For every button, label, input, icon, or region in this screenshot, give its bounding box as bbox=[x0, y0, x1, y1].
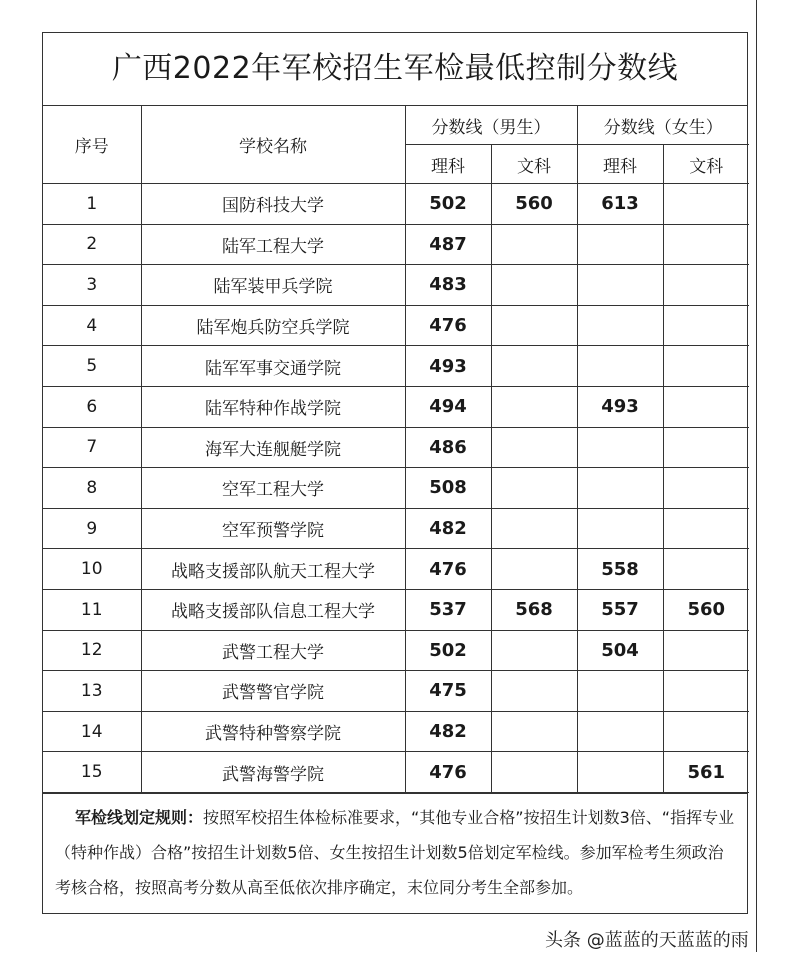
row-male-arts bbox=[491, 671, 577, 712]
row-female-arts bbox=[663, 184, 749, 225]
table-row bbox=[43, 508, 749, 549]
table-row bbox=[43, 386, 749, 427]
row-male-arts bbox=[491, 346, 577, 387]
row-female-arts bbox=[663, 386, 749, 427]
row-female-arts bbox=[663, 427, 749, 468]
row-index: 9 bbox=[43, 508, 141, 549]
rules-label: 军检线划定规则： bbox=[75, 807, 204, 827]
row-female-sci bbox=[577, 346, 663, 387]
row-female-arts bbox=[663, 265, 749, 306]
row-male-sci: 487 bbox=[405, 224, 491, 265]
row-male-sci: 482 bbox=[405, 711, 491, 752]
row-female-arts bbox=[663, 630, 749, 671]
row-male-sci: 476 bbox=[405, 549, 491, 590]
row-female-sci bbox=[577, 752, 663, 793]
row-male-sci: 502 bbox=[405, 630, 491, 671]
row-male-sci: 537 bbox=[405, 589, 491, 630]
row-female-sci bbox=[577, 468, 663, 509]
row-school-name: 陆军军事交通学院 bbox=[141, 346, 405, 387]
header-index: 序号 bbox=[43, 106, 141, 184]
row-index: 7 bbox=[43, 427, 141, 468]
row-school-name: 战略支援部队航天工程大学 bbox=[141, 549, 405, 590]
header-male-group: 分数线（男生） bbox=[405, 106, 577, 145]
row-index: 12 bbox=[43, 630, 141, 671]
row-female-sci bbox=[577, 305, 663, 346]
row-female-arts bbox=[663, 508, 749, 549]
row-school-name: 武警特种警察学院 bbox=[141, 711, 405, 752]
row-female-sci: 504 bbox=[577, 630, 663, 671]
row-school-name: 海军大连舰艇学院 bbox=[141, 427, 405, 468]
table-row bbox=[43, 630, 749, 671]
row-female-sci: 558 bbox=[577, 549, 663, 590]
header-male-arts: 文科 bbox=[491, 145, 577, 184]
table-row bbox=[43, 549, 749, 590]
row-school-name: 战略支援部队信息工程大学 bbox=[141, 589, 405, 630]
rules-text: 按照军校招生体检标准要求，“其他专业合格”按招生计划数3倍、“指挥专业（特种作战）合格”按招生计划数5倍、女生按招生计划数5倍划定军检线。参加军检考生须政治考核合格，按照高考分数从高至低依次排序确定，末位同分考生全部参加。 bbox=[55, 807, 735, 897]
row-male-arts bbox=[491, 468, 577, 509]
row-school-name: 国防科技大学 bbox=[141, 184, 405, 225]
row-female-sci: 613 bbox=[577, 184, 663, 225]
row-male-sci: 508 bbox=[405, 468, 491, 509]
table-row bbox=[43, 752, 749, 793]
row-index: 4 bbox=[43, 305, 141, 346]
table-row bbox=[43, 346, 749, 387]
score-table bbox=[43, 106, 749, 793]
row-male-arts bbox=[491, 265, 577, 306]
table-row bbox=[43, 305, 749, 346]
row-school-name: 陆军工程大学 bbox=[141, 224, 405, 265]
row-female-arts bbox=[663, 468, 749, 509]
row-male-sci: 482 bbox=[405, 508, 491, 549]
table-row bbox=[43, 224, 749, 265]
row-female-sci: 557 bbox=[577, 589, 663, 630]
row-female-sci bbox=[577, 427, 663, 468]
row-female-arts bbox=[663, 346, 749, 387]
row-female-arts: 560 bbox=[663, 589, 749, 630]
row-index: 14 bbox=[43, 711, 141, 752]
table-row bbox=[43, 427, 749, 468]
rules-note bbox=[43, 793, 747, 913]
row-school-name: 空军预警学院 bbox=[141, 508, 405, 549]
row-male-arts bbox=[491, 508, 577, 549]
row-female-arts bbox=[663, 711, 749, 752]
row-index: 6 bbox=[43, 386, 141, 427]
row-school-name: 陆军特种作战学院 bbox=[141, 386, 405, 427]
header-male-sci: 理科 bbox=[405, 145, 491, 184]
table-row bbox=[43, 589, 749, 630]
row-male-arts bbox=[491, 386, 577, 427]
row-female-arts bbox=[663, 305, 749, 346]
row-index: 15 bbox=[43, 752, 141, 793]
row-index: 8 bbox=[43, 468, 141, 509]
row-male-arts bbox=[491, 630, 577, 671]
row-male-arts bbox=[491, 224, 577, 265]
row-male-arts bbox=[491, 711, 577, 752]
row-male-arts bbox=[491, 427, 577, 468]
row-female-arts: 561 bbox=[663, 752, 749, 793]
row-index: 1 bbox=[43, 184, 141, 225]
row-school-name: 武警警官学院 bbox=[141, 671, 405, 712]
row-school-name: 武警海警学院 bbox=[141, 752, 405, 793]
row-male-arts: 560 bbox=[491, 184, 577, 225]
row-female-sci: 493 bbox=[577, 386, 663, 427]
row-female-arts bbox=[663, 224, 749, 265]
row-male-arts: 568 bbox=[491, 589, 577, 630]
row-male-sci: 486 bbox=[405, 427, 491, 468]
row-female-arts bbox=[663, 671, 749, 712]
row-male-sci: 502 bbox=[405, 184, 491, 225]
row-index: 13 bbox=[43, 671, 141, 712]
row-male-sci: 483 bbox=[405, 265, 491, 306]
header-row-1 bbox=[43, 106, 749, 145]
page-title: 广西2022年军校招生军检最低控制分数线 bbox=[43, 33, 747, 106]
row-male-sci: 476 bbox=[405, 752, 491, 793]
table-row bbox=[43, 671, 749, 712]
row-school-name: 空军工程大学 bbox=[141, 468, 405, 509]
table-row bbox=[43, 265, 749, 306]
row-female-sci bbox=[577, 265, 663, 306]
row-male-sci: 476 bbox=[405, 305, 491, 346]
row-male-arts bbox=[491, 305, 577, 346]
row-female-arts bbox=[663, 549, 749, 590]
row-index: 3 bbox=[43, 265, 141, 306]
row-male-sci: 493 bbox=[405, 346, 491, 387]
row-male-sci: 494 bbox=[405, 386, 491, 427]
row-index: 2 bbox=[43, 224, 141, 265]
row-female-sci bbox=[577, 508, 663, 549]
row-male-arts bbox=[491, 549, 577, 590]
header-female-group: 分数线（女生） bbox=[577, 106, 749, 145]
watermark: 头条 @蓝蓝的天蓝蓝的雨 bbox=[545, 930, 749, 951]
row-male-arts bbox=[491, 752, 577, 793]
row-school-name: 武警工程大学 bbox=[141, 630, 405, 671]
table-row bbox=[43, 711, 749, 752]
row-index: 11 bbox=[43, 589, 141, 630]
header-school: 学校名称 bbox=[141, 106, 405, 184]
table-row bbox=[43, 468, 749, 509]
row-school-name: 陆军装甲兵学院 bbox=[141, 265, 405, 306]
row-female-sci bbox=[577, 671, 663, 712]
row-female-sci bbox=[577, 224, 663, 265]
row-index: 5 bbox=[43, 346, 141, 387]
row-male-sci: 475 bbox=[405, 671, 491, 712]
score-sheet bbox=[42, 32, 748, 914]
right-border-line bbox=[756, 0, 757, 952]
row-school-name: 陆军炮兵防空兵学院 bbox=[141, 305, 405, 346]
row-female-sci bbox=[577, 711, 663, 752]
header-female-arts: 文科 bbox=[663, 145, 749, 184]
header-female-sci: 理科 bbox=[577, 145, 663, 184]
table-row bbox=[43, 184, 749, 225]
row-index: 10 bbox=[43, 549, 141, 590]
